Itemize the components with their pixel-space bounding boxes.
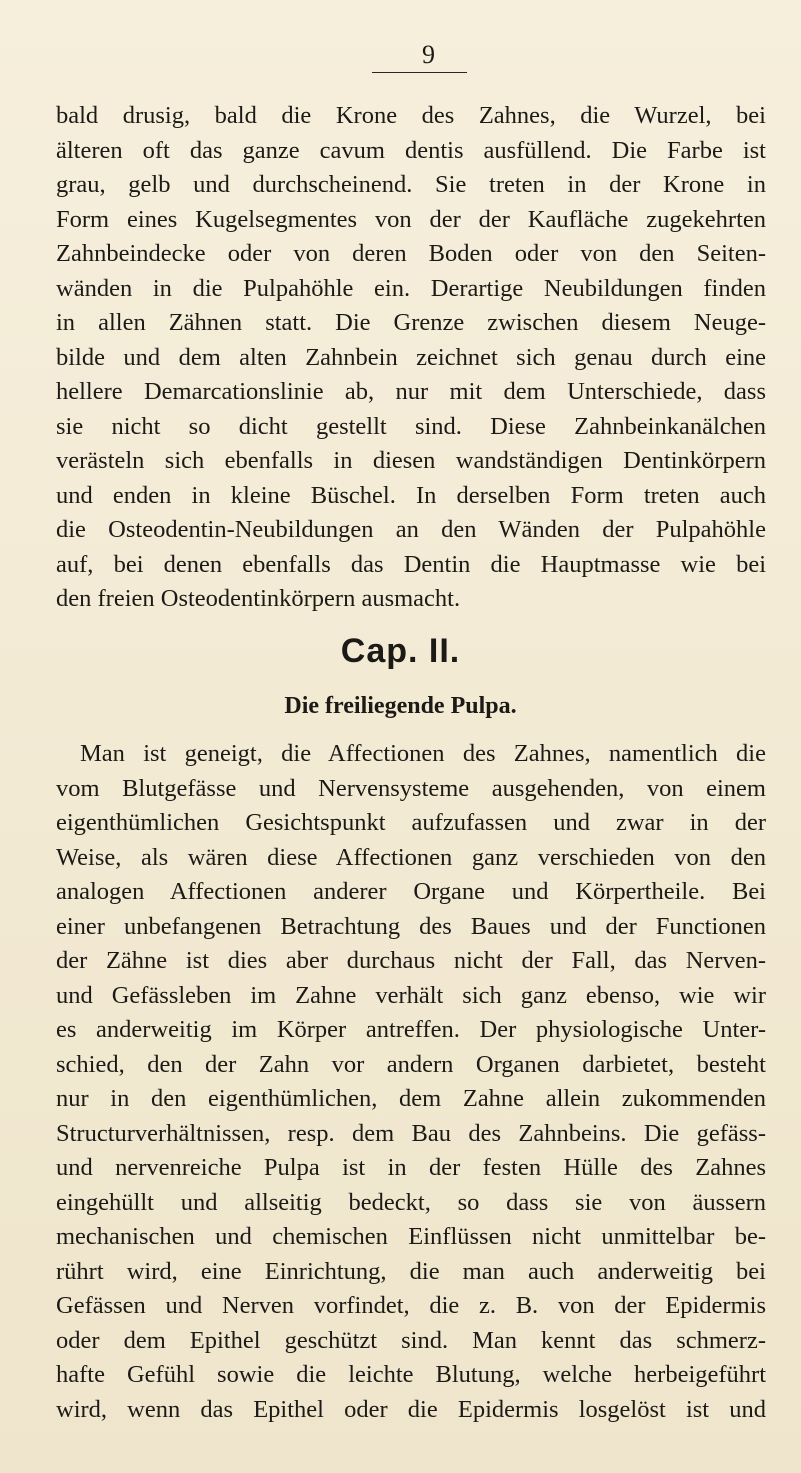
text-line: bald drusig, bald die Krone des Zahnes, die Wurzel, bei [56,102,766,129]
page-number: 9 [422,40,435,69]
text-line: und enden in kleine Büschel. In derselben Form treten auch [56,481,766,509]
text-line: Form eines Kugelsegmentes von der der Kaufläche zugekehrten [56,205,766,233]
text-line: eigenthümlichen Gesichtspunkt aufzufassen und zwar in der [56,809,766,836]
text-line: mechanischen und chemischen Einflüssen nicht unmittelbar be- [56,1223,766,1250]
paragraph-continued [56,99,766,617]
text-line: und Gefässleben im Zahne verhält sich ganz ebenso, wie wir [56,981,766,1009]
section-title: Die freiliegende Pulpa. [284,693,517,719]
text-line: bilde und dem alten Zahnbein zeichnet sich genau durch eine [56,343,766,371]
text-line: die Osteodentin-Neubildungen an den Wänden der Pulpahöhle [56,516,766,543]
text-line: analogen Affectionen anderer Organe und Körpertheile. Bei [56,878,766,905]
text-line: auf, bei denen ebenfalls das Dentin die Hauptmasse wie bei [56,550,766,578]
text-line: eingehüllt und allseitig bedeckt, so dass sie von äussern [56,1188,766,1216]
text-line: Weise, als wären diese Affectionen ganz verschieden von den [56,843,766,871]
text-line: wänden in die Pulpahöhle ein. Derartige Neubildungen finden [56,274,766,302]
text-line: einer unbefangenen Betrachtung des Baues und der Functionen [56,912,766,940]
page-number-rule [372,72,467,73]
text-line: hellere Demarcationslinie ab, nur mit dem Unterschiede, dass [56,378,766,405]
text-line: schied, den der Zahn vor andern Organen darbietet, besteht [56,1050,766,1078]
text-line: den freien Osteodentinkörpern ausmacht. [56,585,461,612]
text-line: verästeln sich ebenfalls in diesen wandständigen Dentinkörpern [56,447,766,474]
text-line: Structurverhältnissen, resp. dem Bau des Zahnbeins. Die gefäss- [56,1119,766,1147]
text-line: Zahnbeindecke oder von deren Boden oder von den Seiten- [56,240,766,267]
text-line: hafte Gefühl sowie die leichte Blutung, welche herbeigeführt [56,1361,766,1388]
text-line: Gefässen und Nerven vorfindet, die z. B. von der Epidermis [56,1292,766,1319]
text-line: älteren oft das ganze cavum dentis ausfüllend. Die Farbe ist [56,136,766,164]
text-line: sie nicht so dicht gestellt sind. Diese Zahnbeinkanälchen [56,412,766,440]
text-line: grau, gelb und durchscheinend. Sie treten in der Krone in [56,171,766,198]
chapter-heading: Cap. II. [340,632,461,670]
text-line: der Zähne ist dies aber durchaus nicht der Fall, das Nerven- [56,947,766,974]
paragraph-main [56,737,766,1427]
text-line: es anderweitig im Körper antreffen. Der physiologische Unter- [56,1016,766,1043]
text-line: rührt wird, eine Einrichtung, die man auch anderweitig bei [56,1257,766,1285]
text-line: nur in den eigenthümlichen, dem Zahne allein zukommenden [56,1085,766,1112]
text-line: in allen Zähnen statt. Die Grenze zwischen diesem Neuge- [56,309,766,336]
text-line: Man ist geneigt, die Affectionen des Zahnes, namentlich die [80,740,766,767]
text-line: vom Blutgefässe und Nervensysteme ausgehenden, von einem [56,774,766,802]
text-line: wird, wenn das Epithel oder die Epidermis losgelöst ist und [56,1395,766,1423]
text-line: oder dem Epithel geschützt sind. Man kennt das schmerz- [56,1326,766,1354]
text-line: und nervenreiche Pulpa ist in der festen Hülle des Zahnes [56,1154,766,1181]
